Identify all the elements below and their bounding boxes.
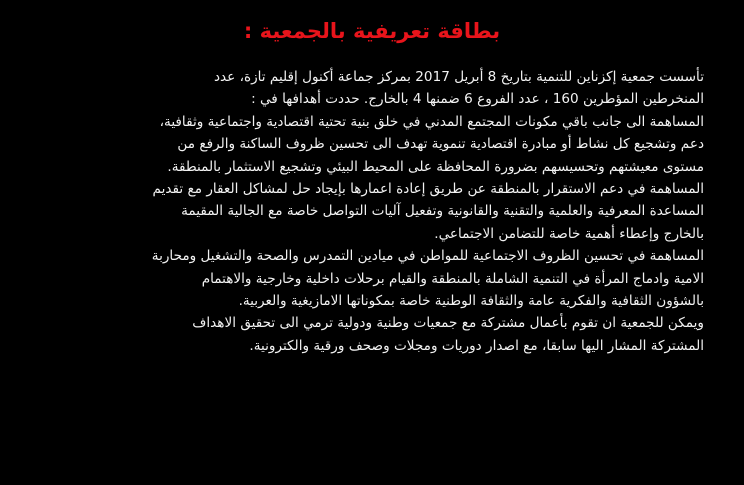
body-line: دعم وتشجيع كل نشاط أو مبادرة اقتصادية تنموية تهدف الى تحسين ظروف الساكنة والرفع من [177, 136, 704, 153]
body-line: المساعدة المعرفية والعلمية والتقنية والقانونية وتفعيل آليات التواصل خاصة مع الجالية المقيمة [181, 203, 704, 220]
body-line: تأسست جمعية إكزناين للتنمية بتاريخ 8 أبريل 2017 بمركز جماعة أكنول إقليم تازة، عدد [213, 69, 704, 85]
card-title: بطاقة تعريفية بالجمعية : [243, 19, 501, 43]
body-line: المساهمة الى جانب باقي مكونات المجتمع المدني في خلق بنية تحتية اقتصادية واجتماعية وثقافية، [159, 113, 704, 130]
body-line: مستوى معيشتهم وتحسيسهم بضرورة المحافظة على المحيط البيئي وتشجيع الاستثمار بالمنطقة. [167, 158, 704, 175]
body-line: بالخارج وإعطاء أهمية خاصة للتضامن الاجتماعي. [434, 225, 704, 242]
body-line: المساهمة في دعم الاستقرار بالمنطقة عن طريق إعادة اعمارها بإيجاد حل لمشاكل العقار مع تقديم [152, 181, 704, 198]
body-line: المساهمة في تحسين الظروف الاجتماعية للمواطن في ميادين التمدرس والصحة والتشغيل ومحاربة [151, 248, 704, 265]
body-line: المنخرطين المؤطرين 160 ، عدد الفروع 6 ضمنها 4 بالخارج. حددت أهدافها في : [251, 91, 704, 108]
card-body [44, 66, 704, 357]
body-line: بالشؤون الثقافية والفكرية عامة والثقافة الوطنية خاصة بمكوناتها الامازيغية والعربية. [238, 293, 704, 310]
body-line: المشتركة المشار اليها سابقا، مع اصدار دوريات ومجلات وصحف ورقية والكترونية. [249, 337, 704, 354]
body-line: ويمكن للجمعية ان تقوم بأعمال مشتركة مع جمعيات وطنية ودولية ترمي الى تحقيق الاهداف [192, 315, 704, 332]
body-line: الامية وادماج المرأة في التنمية الشاملة بالمنطقة والقيام برحلات داخلية وخارجية والاهتمام [201, 270, 704, 287]
